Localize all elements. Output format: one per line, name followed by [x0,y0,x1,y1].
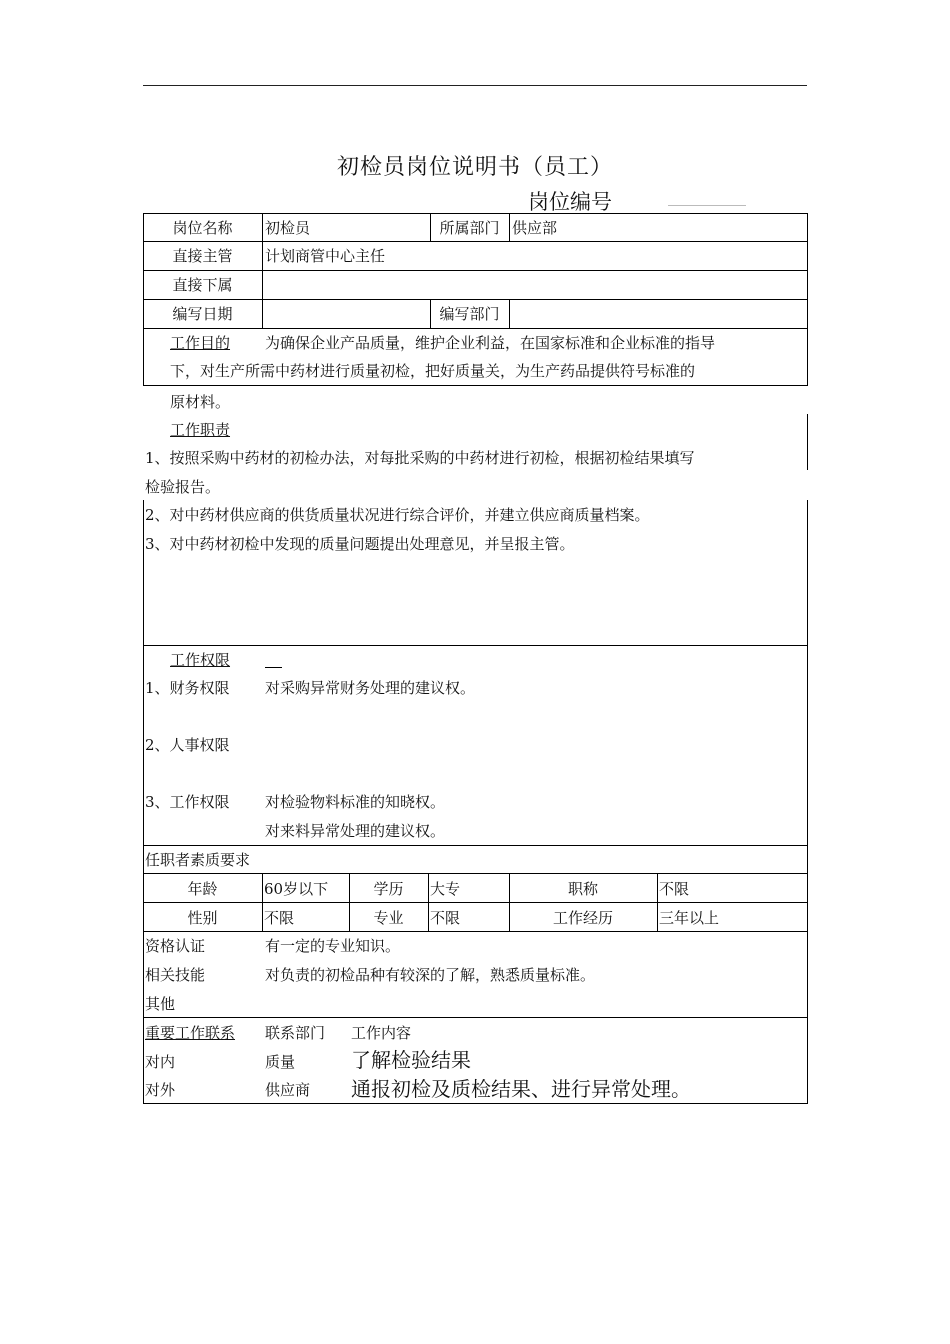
contacts-border-left [143,1017,144,1104]
duty-item: 2、对中药材供应商的供货质量状况进行综合评价，并建立供应商质量档案。 [145,506,650,524]
external-contact-content: 通报初检及质检结果、进行异常处理。 [351,1077,691,1101]
skills-label: 相关技能 [145,966,206,984]
contacts-heading: 重要工作联系 [145,1024,236,1042]
duties-border-right [807,500,808,646]
contacts-dept-column: 联系部门 [265,1024,326,1042]
col-divider [657,873,658,931]
department-label: 所属部门 [439,219,500,237]
duties-heading: 工作职责 [170,421,231,439]
col-divider [428,873,429,931]
position-code-blank [668,205,746,206]
duty-item: 1、按照采购中药材的初检办法，对每批采购的中药材进行初检，根据初检结果填写 [145,449,695,467]
qualifications-heading: 任职者素质要求 [145,851,251,869]
col-divider [509,213,510,242]
authority-heading: 工作权限 [170,651,231,669]
gender-value: 不限 [264,909,295,927]
row-divider [143,299,808,300]
row-divider [143,902,808,903]
position-code-label: 岗位编号 [528,190,612,214]
authority-heading-underline [265,667,282,668]
duty-item: 3、对中药材初检中发现的质量问题提出处理意见，并呈报主管。 [145,535,575,553]
header-rule [143,85,807,86]
row-divider [143,241,808,242]
purpose-line: 下，对生产所需中药材进行质量初检，把好质量关，为生产药品提供符号标准的 [170,362,696,380]
contacts-content-column: 工作内容 [351,1024,412,1042]
col-divider [262,873,263,931]
skills-value: 对负责的初检品种有较深的了解，熟悉质量标准。 [265,966,596,984]
contacts-border-right [807,1017,808,1104]
purpose-bottom-rule [143,385,808,386]
row-divider [143,931,808,932]
duties-bottom-rule [143,645,808,646]
age-label: 年龄 [187,880,218,898]
hr-authority-label: 2、人事权限 [145,736,230,754]
internal-contact-content: 了解检验结果 [351,1048,471,1072]
purpose-line: 为确保企业产品质量，维护企业利益，在国家标准和企业标准的指导 [265,334,716,352]
other-label: 其他 [145,995,176,1013]
authority-border-right [807,645,808,846]
work-authority-value: 对来料异常处理的建议权。 [265,822,446,840]
professional-title-label: 职称 [567,880,598,898]
row-divider [143,873,808,874]
position-name-value: 初检员 [265,219,311,237]
col-divider [262,213,263,328]
purpose-heading: 工作目的 [170,334,231,352]
internal-contact-label: 对内 [145,1053,176,1071]
col-divider [509,299,510,328]
gender-label: 性别 [187,909,218,927]
finance-authority-label: 1、财务权限 [145,679,230,697]
experience-label: 工作经历 [552,909,613,927]
document-title: 初检员岗位说明书（员工） [336,155,613,180]
purpose-border-left [143,328,144,386]
purpose-line: 原材料。 [170,393,231,411]
authority-bottom-rule [143,845,808,846]
duties-border-right [807,414,808,470]
position-name-label: 岗位名称 [172,219,233,237]
row-divider [143,1017,808,1018]
education-label: 学历 [373,880,404,898]
work-authority-value: 对检验物料标准的知晓权。 [265,793,446,811]
external-contact-label: 对外 [145,1081,176,1099]
major-value: 不限 [430,909,461,927]
duty-item: 检验报告。 [145,478,221,496]
department-value: 供应部 [512,219,558,237]
experience-value: 三年以上 [659,909,720,927]
certification-value: 有一定的专业知识。 [265,937,401,955]
education-value: 大专 [430,880,461,898]
supervisor-label: 直接主管 [172,247,233,265]
write-date-label: 编写日期 [172,305,233,323]
major-label: 专业 [373,909,404,927]
work-authority-label: 3、工作权限 [145,793,230,811]
authority-border-left [143,645,144,846]
row-divider [143,270,808,271]
external-contact-dept: 供应商 [265,1081,311,1099]
professional-title-value: 不限 [659,880,690,898]
finance-authority-value: 对采购异常财务处理的建议权。 [265,679,476,697]
write-dept-label: 编写部门 [439,305,500,323]
age-value: 60岁以下 [264,880,329,898]
certification-label: 资格认证 [145,937,206,955]
contacts-bottom-rule [143,1103,808,1104]
subordinate-label: 直接下属 [172,276,233,294]
supervisor-value: 计划商管中心主任 [265,247,386,265]
internal-contact-dept: 质量 [265,1053,296,1071]
duties-border-left [143,500,144,646]
purpose-border-right [807,328,808,386]
